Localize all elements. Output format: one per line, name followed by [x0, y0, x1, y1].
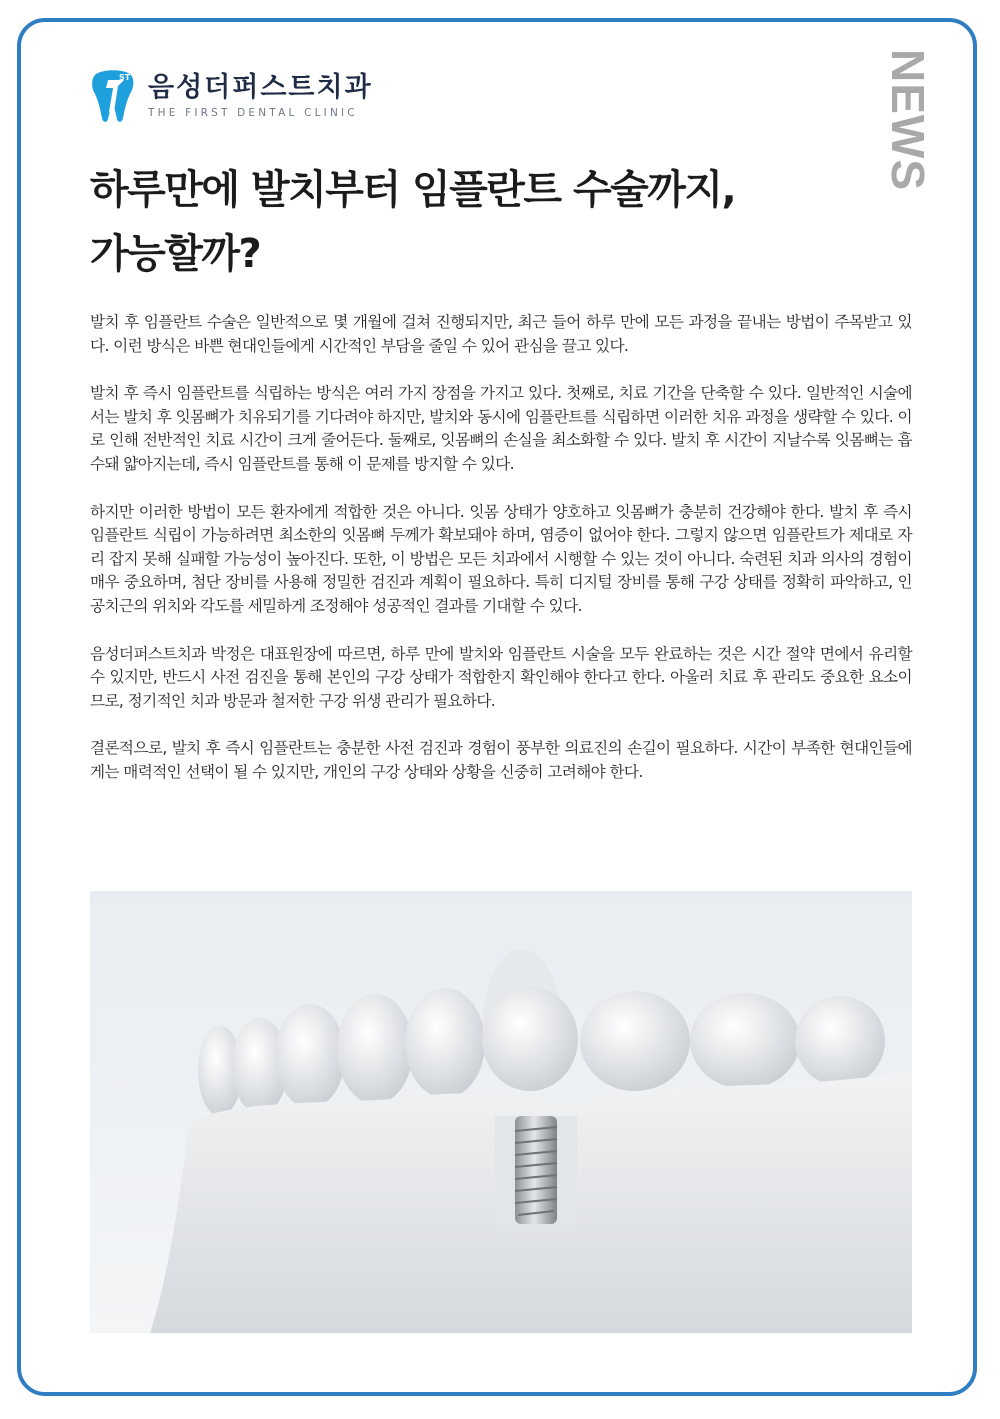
clinic-subtitle: THE FIRST DENTAL CLINIC [148, 107, 358, 119]
title-line: 하루만에 발치부터 임플란트 수술까지, [90, 167, 736, 213]
article-paragraph: 발치 후 임플란트 수술은 일반적으로 몇 개월에 걸쳐 진행되지만, 최근 들어 하루 만에 모든 과정을 끝내는 방법이 주목받고 있다. 이런 방식은 바쁜 현대인들에게 시간적인 부담을 줄일 수 있어 관심을 끌고 있다. [90, 313, 912, 355]
article-paragraph: 하지만 이러한 방법이 모든 환자에게 적합한 것은 아니다. 잇몸 상태가 양호하고 잇몸뼈가 충분히 건강해야 한다. 발치 후 즉시 임플란트 식립이 가능하려면 최소한의 잇몸뼈 두께가 확보돼야 하며, 염증이 없어야 한다. 그렇지 않으면 임플란트가 제대로 자리 잡지 못해 실패할 가능성이 높아진다. 또한, 이 방법은 모든 치과에서 시행할 수 있는 것이 아니다. 숙련된 치과 의사의 경험이 매우 중요하며, 첨단 장비를 사용해 정밀한 검진과 계획이 필요하다. 특히 디지털 장비를 통해 구강 상태를 정확히 파악하고, 인공치근의 위치와 각도를 세밀하게 조정해야 성공적인 결과를 기대할 수 있다. [90, 502, 912, 615]
news-tag-label: NEWS [882, 49, 934, 191]
article-body [90, 311, 912, 809]
title-line: 가능할까? [90, 231, 261, 277]
clinic-logo [90, 70, 373, 124]
implant-screw [515, 1116, 557, 1224]
tooth-logo-icon [90, 70, 136, 124]
clinic-name: 음성더퍼스트치과 [148, 72, 373, 103]
article-title [90, 158, 850, 286]
dental-implant-illustration [90, 891, 912, 1333]
article-paragraph: 발치 후 즉시 임플란트를 식립하는 방식은 여러 가지 장점을 가지고 있다. 첫째로, 치료 기간을 단축할 수 있다. 일반적인 시술에서는 발치 후 잇몸뼈가 치유되기를 기다려야 하지만, 발치와 동시에 임플란트를 식립하면 이러한 치유 과정을 생략할 수 있다. 이로 인해 전반적인 치료 시간이 크게 줄어든다. 둘째로, 잇몸뼈의 손실을 최소화할 수 있다. 발치 후 시간이 지날수록 잇몸뼈는 흡수돼 얇아지는데, 즉시 임플란트를 통해 이 문제를 방지할 수 있다. [90, 384, 912, 473]
article-paragraph: 결론적으로, 발치 후 즉시 임플란트는 충분한 사전 검진과 경험이 풍부한 의료진의 손길이 필요하다. 시간이 부족한 현대인들에게는 매력적인 선택이 될 수 있지만, 개인의 구강 상태와 상황을 신중히 고려해야 한다. [90, 739, 912, 781]
news-tag [868, 49, 948, 191]
logo-mark-text: ST [119, 73, 131, 82]
article-paragraph: 음성더퍼스트치과 박정은 대표원장에 따르면, 하루 만에 발치와 임플란트 시술을 모두 완료하는 것은 시간 절약 면에서 유리할 수 있지만, 반드시 사전 검진을 통해 본인의 구강 상태가 적합한지 확인해야 한다고 한다. 아울러 치료 후 관리도 중요한 요소이므로, 정기적인 치과 방문과 철저한 구강 위생 관리가 필요하다. [90, 644, 912, 710]
